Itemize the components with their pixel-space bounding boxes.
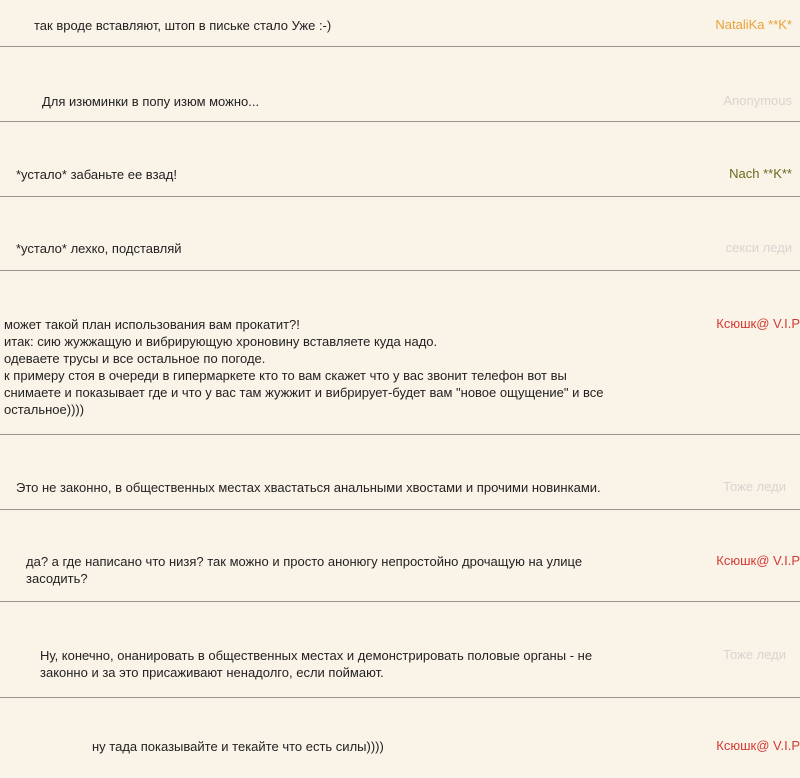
comment-author-link[interactable]: Ксюшк@ V.I.P	[716, 553, 800, 568]
comment-item	[0, 122, 800, 197]
comment-item	[0, 510, 800, 602]
comment-author-link[interactable]: Ксюшк@ V.I.P	[716, 738, 800, 753]
comment-author-link[interactable]: Тоже леди	[723, 647, 786, 662]
comment-author-link[interactable]: Ксюшк@ V.I.P	[716, 316, 800, 331]
comment-text: Ну, конечно, онанировать в общественных местах и демонстрировать половые органы - не законно и за это присаживают ненадолго, если поймают.	[40, 648, 593, 680]
comment-text: да? а где написано что низя? так можно и просто анонюгу непростойно дрочащую на улице засодить?	[26, 554, 583, 586]
comment-text: *устало* лехко, подставляй	[16, 241, 182, 256]
comment-text: *устало* забаньте ее взад!	[16, 167, 177, 182]
comment-item	[0, 435, 800, 510]
comment-author-link[interactable]: Anonymous	[723, 93, 792, 108]
comment-item	[0, 0, 800, 47]
comment-item	[0, 47, 800, 122]
comment-item	[0, 197, 800, 271]
comment-author-link[interactable]: секси леди	[725, 240, 792, 255]
comment-item	[0, 271, 800, 435]
comment-text: может такой план использования вам прокатит?! итак: сию жужжащую и вибрирующую хроновину вставляете куда надо. одеваете трусы и все остальное по погоде. к примеру стоя в очереди в гипермаркете кто то вам скажет что у вас звонит телефон вот вы снимаете и показывает где и что у вас там жужжит и вибрирует-будет вам "новое ощущение" и все остальное))))	[4, 317, 604, 417]
comment-author-link[interactable]: Тоже леди	[723, 479, 786, 494]
comment-text: Для изюминки в попу изюм можно...	[42, 94, 260, 109]
comment-item	[0, 698, 800, 778]
comment-item	[0, 602, 800, 698]
comment-text: Это не законно, в общественных местах хвастаться анальными хвостами и прочими новинками.	[16, 480, 601, 495]
comment-text: ну тада показывайте и текайте что есть силы))))	[92, 739, 384, 754]
comment-author-link[interactable]: NataliKa **K*	[715, 17, 792, 32]
comment-text: так вроде вставляют, штоп в письке стало Уже :-)	[34, 18, 332, 33]
comment-author-link[interactable]: Nach **K**	[729, 166, 792, 181]
